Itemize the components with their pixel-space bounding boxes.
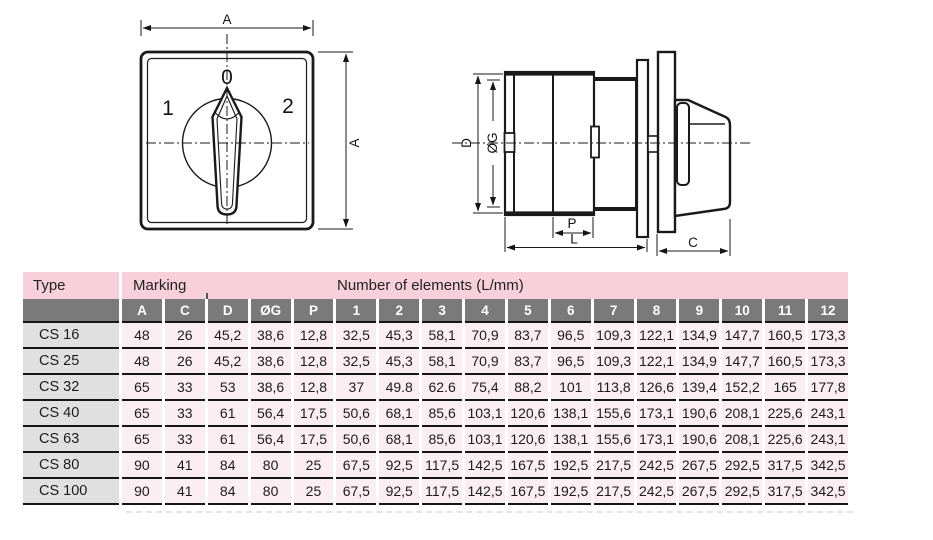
type-cell-cs-25: CS 25 xyxy=(23,347,119,373)
type-cell-cs-32: CS 32 xyxy=(23,373,119,399)
value-cell: 48 xyxy=(122,321,162,347)
type-cell-cs-100: CS 100 xyxy=(23,477,119,505)
type-cell-cs-63: CS 63 xyxy=(23,425,119,451)
value-cell: 122,1 xyxy=(637,347,677,373)
value-cell: 45,2 xyxy=(208,321,248,347)
value-cell: 67,5 xyxy=(336,451,376,477)
value-cell: 80 xyxy=(251,477,291,505)
dimensions-table xyxy=(23,272,848,505)
value-cell: 342,5 xyxy=(808,477,848,505)
col-header-9: 4 xyxy=(465,299,505,321)
col-header-5: P xyxy=(294,299,334,321)
front-view-drawing xyxy=(141,12,362,229)
value-cell: 96,5 xyxy=(551,321,591,347)
value-cell: 96,5 xyxy=(551,347,591,373)
value-cell: 68,1 xyxy=(379,425,419,451)
value-cell: 80 xyxy=(251,451,291,477)
value-cell: 101 xyxy=(551,373,591,399)
value-cell: 58,1 xyxy=(422,321,462,347)
position-label-1: 1 xyxy=(162,97,174,120)
value-cell: 85,6 xyxy=(422,399,462,425)
col-header-17: 12 xyxy=(808,299,848,321)
value-cell: 120,6 xyxy=(508,425,548,451)
value-cell: 292,5 xyxy=(722,477,762,505)
col-header-2: C xyxy=(165,299,205,321)
value-cell: 317,5 xyxy=(765,451,805,477)
value-cell: 45,2 xyxy=(208,347,248,373)
value-cell: 58,1 xyxy=(422,347,462,373)
value-cell: 147,7 xyxy=(722,347,762,373)
col-header-16: 11 xyxy=(765,299,805,321)
value-cell: 61 xyxy=(208,425,248,451)
value-cell: 267,5 xyxy=(679,451,719,477)
col-header-12: 7 xyxy=(594,299,634,321)
value-cell: 139,4 xyxy=(679,373,719,399)
col-header-6: 1 xyxy=(336,299,376,321)
value-cell: 50,6 xyxy=(336,425,376,451)
value-cell: 142,5 xyxy=(465,477,505,505)
value-cell: 33 xyxy=(165,399,205,425)
col-header-13: 8 xyxy=(637,299,677,321)
value-cell: 217,5 xyxy=(594,477,634,505)
value-cell: 12,8 xyxy=(294,347,334,373)
value-cell: 103,1 xyxy=(465,399,505,425)
value-cell: 65 xyxy=(122,373,162,399)
value-cell: 152,2 xyxy=(722,373,762,399)
value-cell: 147,7 xyxy=(722,321,762,347)
value-cell: 167,5 xyxy=(508,477,548,505)
col-header-3: D xyxy=(208,299,248,321)
value-cell: 142,5 xyxy=(465,451,505,477)
dim-label-height-a: A xyxy=(347,138,362,148)
value-cell: 25 xyxy=(294,451,334,477)
value-cell: 12,8 xyxy=(294,321,334,347)
col-header-15: 10 xyxy=(722,299,762,321)
value-cell: 83,7 xyxy=(508,347,548,373)
value-cell: 138,1 xyxy=(551,425,591,451)
value-cell: 33 xyxy=(165,425,205,451)
value-cell: 37 xyxy=(336,373,376,399)
value-cell: 26 xyxy=(165,347,205,373)
value-cell: 192,5 xyxy=(551,477,591,505)
value-cell: 90 xyxy=(122,451,162,477)
value-cell: 12,8 xyxy=(294,373,334,399)
value-cell: 225,6 xyxy=(765,399,805,425)
value-cell: 113,8 xyxy=(594,373,634,399)
side-view-drawing xyxy=(452,52,752,256)
dim-label-d: D xyxy=(459,138,474,148)
dim-label-l: L xyxy=(570,231,578,247)
value-cell: 243,1 xyxy=(808,425,848,451)
value-cell: 117,5 xyxy=(422,451,462,477)
value-cell: 243,1 xyxy=(808,399,848,425)
value-cell: 84 xyxy=(208,451,248,477)
value-cell: 65 xyxy=(122,425,162,451)
value-cell: 17,5 xyxy=(294,425,334,451)
value-cell: 217,5 xyxy=(594,451,634,477)
value-cell: 92,5 xyxy=(379,451,419,477)
table-header-elements: Number of elements (L/mm) xyxy=(337,277,524,294)
value-cell: 26 xyxy=(165,321,205,347)
value-cell: 160,5 xyxy=(765,347,805,373)
value-cell: 208,1 xyxy=(722,399,762,425)
value-cell: 32,5 xyxy=(336,321,376,347)
col-header-blank xyxy=(23,299,119,321)
value-cell: 117,5 xyxy=(422,477,462,505)
dim-label-c: C xyxy=(688,235,698,250)
header-divider-tick xyxy=(206,293,208,299)
value-cell: 342,5 xyxy=(808,451,848,477)
value-cell: 155,6 xyxy=(594,399,634,425)
value-cell: 109,3 xyxy=(594,347,634,373)
value-cell: 45,3 xyxy=(379,321,419,347)
value-cell: 155,6 xyxy=(594,425,634,451)
value-cell: 165 xyxy=(765,373,805,399)
value-cell: 65 xyxy=(122,399,162,425)
value-cell: 70,9 xyxy=(465,321,505,347)
value-cell: 160,5 xyxy=(765,321,805,347)
value-cell: 38,6 xyxy=(251,347,291,373)
value-cell: 167,5 xyxy=(508,451,548,477)
value-cell: 75,4 xyxy=(465,373,505,399)
value-cell: 120,6 xyxy=(508,399,548,425)
value-cell: 45,3 xyxy=(379,347,419,373)
value-cell: 67,5 xyxy=(336,477,376,505)
type-cell-cs-16: CS 16 xyxy=(23,321,119,347)
value-cell: 177,8 xyxy=(808,373,848,399)
col-header-10: 5 xyxy=(508,299,548,321)
value-cell: 173,1 xyxy=(637,425,677,451)
value-cell: 138,1 xyxy=(551,399,591,425)
value-cell: 38,6 xyxy=(251,321,291,347)
value-cell: 134,9 xyxy=(679,321,719,347)
dim-label-width-a: A xyxy=(222,12,232,27)
value-cell: 134,9 xyxy=(679,347,719,373)
value-cell: 83,7 xyxy=(508,321,548,347)
value-cell: 190,6 xyxy=(679,425,719,451)
value-cell: 61 xyxy=(208,399,248,425)
value-cell: 173,3 xyxy=(808,321,848,347)
value-cell: 190,6 xyxy=(679,399,719,425)
table-header-band xyxy=(122,272,848,299)
value-cell: 92,5 xyxy=(379,477,419,505)
value-cell: 85,6 xyxy=(422,425,462,451)
value-cell: 267,5 xyxy=(679,477,719,505)
value-cell: 56,4 xyxy=(251,399,291,425)
value-cell: 70,9 xyxy=(465,347,505,373)
value-cell: 122,1 xyxy=(637,321,677,347)
position-label-0: 0 xyxy=(221,66,233,89)
col-header-7: 2 xyxy=(379,299,419,321)
value-cell: 56,4 xyxy=(251,425,291,451)
dim-label-og: ØG xyxy=(485,132,500,154)
col-header-1: A xyxy=(122,299,162,321)
value-cell: 90 xyxy=(122,477,162,505)
value-cell: 50,6 xyxy=(336,399,376,425)
table-header-marking: Marking xyxy=(133,277,187,294)
value-cell: 109,3 xyxy=(594,321,634,347)
value-cell: 49.8 xyxy=(379,373,419,399)
value-cell: 38,6 xyxy=(251,373,291,399)
value-cell: 17,5 xyxy=(294,399,334,425)
value-cell: 84 xyxy=(208,477,248,505)
value-cell: 88,2 xyxy=(508,373,548,399)
technical-drawings xyxy=(0,0,933,268)
value-cell: 242,5 xyxy=(637,451,677,477)
value-cell: 53 xyxy=(208,373,248,399)
value-cell: 173,1 xyxy=(637,399,677,425)
value-cell: 242,5 xyxy=(637,477,677,505)
value-cell: 208,1 xyxy=(722,425,762,451)
type-cell-cs-40: CS 40 xyxy=(23,399,119,425)
col-header-4: ØG xyxy=(251,299,291,321)
page-divider-artifact xyxy=(126,511,853,513)
col-header-14: 9 xyxy=(679,299,719,321)
position-label-2: 2 xyxy=(282,95,294,118)
value-cell: 126,6 xyxy=(637,373,677,399)
value-cell: 103,1 xyxy=(465,425,505,451)
dim-label-p: P xyxy=(567,216,577,231)
value-cell: 225,6 xyxy=(765,425,805,451)
value-cell: 48 xyxy=(122,347,162,373)
value-cell: 317,5 xyxy=(765,477,805,505)
col-header-8: 3 xyxy=(422,299,462,321)
col-header-11: 6 xyxy=(551,299,591,321)
value-cell: 25 xyxy=(294,477,334,505)
value-cell: 192,5 xyxy=(551,451,591,477)
value-cell: 32,5 xyxy=(336,347,376,373)
value-cell: 292,5 xyxy=(722,451,762,477)
type-cell-cs-80: CS 80 xyxy=(23,451,119,477)
table-header-type: Type xyxy=(23,272,119,299)
value-cell: 33 xyxy=(165,373,205,399)
value-cell: 41 xyxy=(165,451,205,477)
value-cell: 41 xyxy=(165,477,205,505)
value-cell: 62.6 xyxy=(422,373,462,399)
value-cell: 173,3 xyxy=(808,347,848,373)
value-cell: 68,1 xyxy=(379,399,419,425)
